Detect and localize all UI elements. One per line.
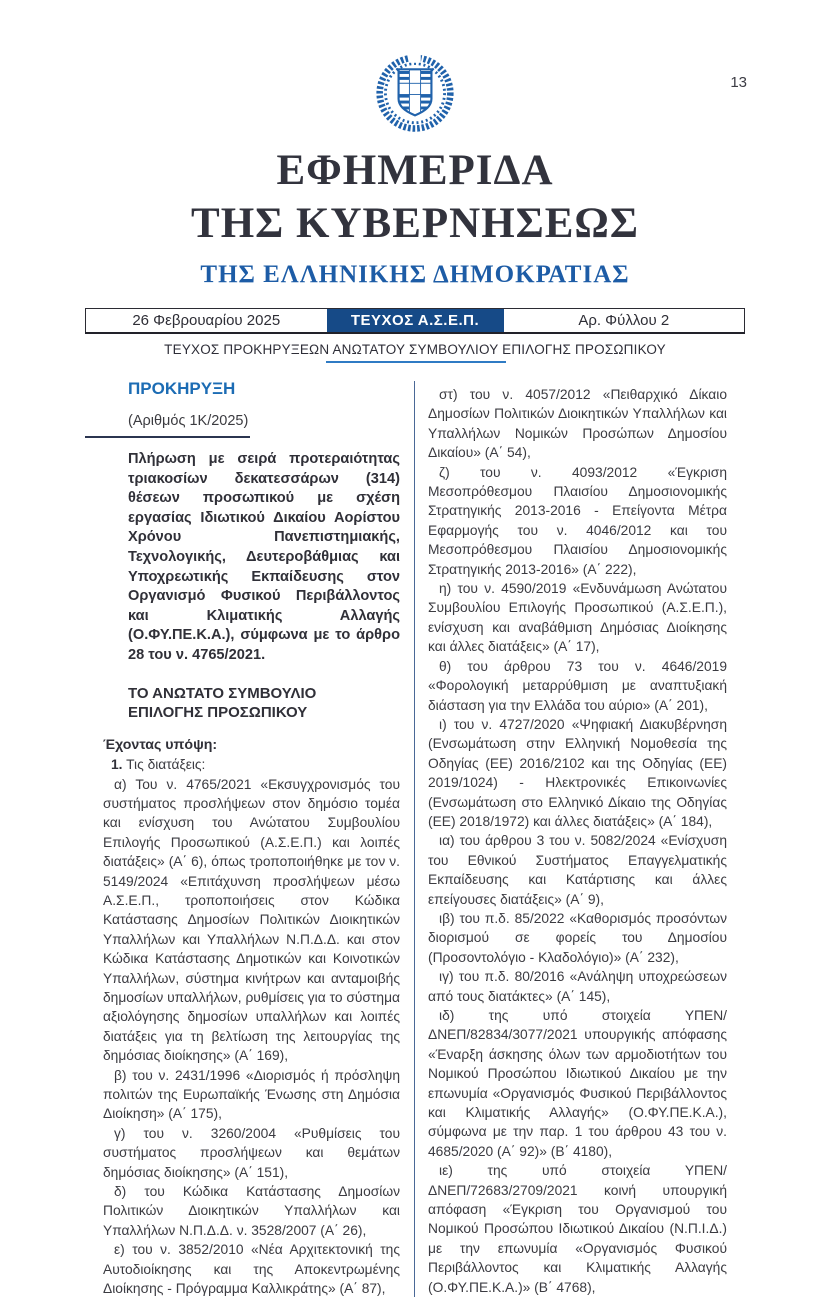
left-column: [103, 377, 400, 1299]
greek-national-emblem-icon: [85, 0, 745, 140]
list-intro: [103, 755, 400, 774]
decree-summary: Πλήρωση με σειρά προτεραιότητας τριακοσίων δεκατεσσάρων (314) θέσεων προσωπικού με σχέση εργασίας Ιδιωτικού Δικαίου Αορίστου Χρόνου Πανεπιστημιακής, Τεχνολογικής, Δευτεροβάθμιας και Υποχρεωτικής Εκπαίδευσης στον Οργανισμό Φυσικού Περιβάλλοντος και Κλιματικής Αλλαγής (Ο.ΦΥ.ΠΕ.Κ.Α.), σύμφωνα με το άρθρο 28 του ν. 4765/2021.: [128, 451, 400, 663]
provision-item-ie: ιε) της υπό στοιχεία ΥΠΕΝ/ΔΝΕΠ/72683/2709/2021 κοινή υπουργική απόφαση «Έγκριση του Οργανισμού του Νομικού Προσώπου Ιδιωτικού Δικαίου (Ν.Π.Ι.Δ.) με την επωνυμία «Οργανισμός Φυσικού Περιβάλλοντος και Κλιματικής Αλλαγής (Ο.ΦΥ.ΠΕ.Κ.Α.)» (Β΄ 4768),: [428, 1163, 727, 1295]
provision-item-ig: ιγ) του π.δ. 80/2016 «Ανάληψη υποχρεώσεων από τους διατάκτες» (Α΄ 145),: [428, 969, 727, 1004]
provision-item-z: ζ) του ν. 4093/2012 «Έγκριση Μεσοπρόθεσμου Πλαισίου Δημοσιονομικής Στρατηγικής 2013-2016 - Επείγοντα Μέτρα Εφαρμογής του ν. 4046/2012 και του Μεσοπρόθεσμου Πλαισίου Δημοσιονομικής Στρατηγικής 2013-2016» (Α΄ 222),: [428, 464, 727, 577]
issuing-authority: [128, 684, 400, 723]
provision-item-id: ιδ) της υπό στοιχεία ΥΠΕΝ/ΔΝΕΠ/82834/3077/2021 υπουργικής απόφασης «Έναρξη άσκησης όλων των αρμοδιοτήτων του Νομικού Προσώπου Ιδιωτικού Δικαίου με την επωνυμία «Οργανισμός Φυσικού Περιβάλλοντος και Κλιματικής Αλλαγής» (Ο.ΦΥ.ΠΕ.Κ.Α.), σύμφωνα με την παρ. 1 του άρθρου 43 του ν. 4685/2020 (Α΄ 92)» (Β΄ 4180),: [428, 1008, 727, 1159]
right-column: [428, 377, 727, 1299]
list-intro-text: Τις διατάξεις:: [122, 757, 206, 773]
provision-item-a: α) Του ν. 4765/2021 «Εκσυγχρονισμός του συστήματος προσλήψεων στον δημόσιο τομέα και ενίσχυση του Ανώτατου Συμβουλίου Επιλογής Προσωπικού (Α.Σ.Ε.Π.) και λοιπές διατάξεις» (Α΄ 6), όπως τροποποιήθηκε με τον ν. 5149/2024 «Επιτάχυνση προσλήψεων μέσω Α.Σ.Ε.Π., τροποποιήσεις στον Κώδικα Κατάστασης Δημοσίων Πολιτικών Διοικητικών Υπαλλήλων και Υπαλλήλων Ν.Π.Δ.Δ. και στον Κώδικα Κατάστασης Δημοτικών και Κοινοτικών Υπαλλήλων, σύστημα κινήτρων και ανταμοιβής δημοσίων υπαλλήλων, ρυθμίσεις για το σύστημα αξιολόγησης δημοσίων υπαλλήλων και λοιπές διατάξεις για τη βελτίωση της λειτουργίας της δημόσιας διοίκησης» (Α΄ 169),: [103, 776, 400, 1064]
provision-item-ib: ιβ) του π.δ. 85/2022 «Καθορισμός προσόντων διορισμού σε φορείς του Δημοσίου (Προσοντολόγιο - Κλαδολόγιο)» (Α΄ 232),: [428, 910, 727, 965]
document-body: [103, 377, 727, 1299]
decree-heading: ΠΡΟΚΗΡΥΞΗ: [128, 379, 236, 398]
provision-item-st: στ) του ν. 4057/2012 «Πειθαρχικό Δίκαιο Δημοσίων Πολιτικών Διοικητικών Υπαλλήλων και Υπαλλήλων Νομικών Προσώπων Δημοσίου Δικαίου» (Α΄ 54),: [428, 387, 727, 461]
section-title: ΤΕΥΧΟΣ ΠΡΟΚΗΡΥΞΕΩΝ ΑΝΩΤΑΤΟΥ ΣΥΜΒΟΥΛΙΟΥ ΕΠΙΛΟΓΗΣ ΠΡΟΣΩΠΙΚΟΥ: [164, 342, 666, 357]
issue-date: 26 Φεβρουαρίου 2025: [85, 309, 327, 332]
gazette-title-line2: ΤΗΣ ΚΥΒΕΡΝΗΣΕΩΣ: [191, 200, 639, 247]
decree-number: (Αριθμός 1Κ/2025): [128, 413, 249, 429]
gazette-title-line1: ΕΦΗΜΕΡΙΔΑ: [276, 147, 554, 194]
column-divider: [414, 381, 415, 1297]
section-title-rule: [326, 361, 506, 363]
issue-info-bar: [85, 308, 745, 334]
provision-item-e: ε) του ν. 3852/2010 «Νέα Αρχιτεκτονική της Αυτοδιοίκησης και της Αποκεντρωμένης Διοίκησης - Πρόγραμμα Καλλικράτης» (Α΄ 87),: [103, 1242, 400, 1297]
authority-line1: ΤΟ ΑΝΩΤΑΤΟ ΣΥΜΒΟΥΛΙΟ: [128, 684, 317, 702]
having-regard: Έχοντας υπόψη:: [103, 736, 218, 753]
list-intro-number: 1.: [111, 757, 123, 773]
masthead: [85, 0, 745, 288]
provision-item-ia: ια) του άρθρου 3 του ν. 5082/2024 «Ενίσχυση του Εθνικού Συστήματος Επαγγελματικής Εκπαίδευσης και Κατάρτισης και άλλες επείγουσες διατάξεις» (Α΄ 9),: [428, 833, 727, 907]
authority-line2: ΕΠΙΛΟΓΗΣ ΠΡΟΣΩΠΙΚΟΥ: [128, 704, 308, 722]
provision-item-h: η) του ν. 4590/2019 «Ενδυνάμωση Ανώτατου Συμβουλίου Επιλογής Προσωπικού (Α.Σ.Ε.Π.), ενίσχυση και αναβάθμιση Δημόσιας Διοίκησης και άλλες διατάξεις» (Α΄ 17),: [428, 581, 727, 655]
provision-item-i: ι) του ν. 4727/2020 «Ψηφιακή Διακυβέρνηση (Ενσωμάτωση στην Ελληνική Νομοθεσία της Οδηγίας (ΕΕ) 2016/2102 και της Οδηγίας (ΕΕ) 2019/1024) - Ηλεκτρονικές Επικοινωνίες (Ενσωμάτωση στο Ελληνικό Δίκαιο της Οδηγίας (ΕΕ) 2018/1972) και άλλες διατάξεις» (Α΄ 184),: [428, 716, 727, 829]
sheet-number: Αρ. Φύλλου 2: [504, 309, 746, 332]
provision-item-g: γ) του ν. 3260/2004 «Ρυθμίσεις του συστήματος προσλήψεων και θεμάτων δημόσιας διοίκησης» (Α΄ 151),: [103, 1125, 400, 1180]
provision-item-d: δ) του Κώδικα Κατάστασης Δημοσίων Πολιτικών Διοικητικών Υπαλλήλων και Υπαλλήλων Ν.Π.Δ.Δ. ν. 3528/2007 (Α΄ 26),: [103, 1184, 400, 1238]
decree-number-rule: [85, 436, 250, 438]
issue-volume-badge: ΤΕΥΧΟΣ Α.Σ.Ε.Π.: [327, 309, 504, 332]
page-number: 13: [730, 74, 747, 91]
provision-item-th: θ) του άρθρου 73 του ν. 4646/2019 «Φορολογική μεταρρύθμιση με αναπτυξιακή διάσταση για την Ελλάδα του αύριο» (Α΄ 201),: [428, 658, 727, 713]
gazette-subtitle: ΤΗΣ ΕΛΛΗΝΙΚΗΣ ΔΗΜΟΚΡΑΤΙΑΣ: [200, 261, 630, 288]
provision-item-b: β) του ν. 2431/1996 «Διορισμός ή πρόσληψη πολιτών της Ευρωπαϊκής Ένωσης στη Δημόσια Διοίκηση» (Α΄ 175),: [103, 1067, 400, 1122]
